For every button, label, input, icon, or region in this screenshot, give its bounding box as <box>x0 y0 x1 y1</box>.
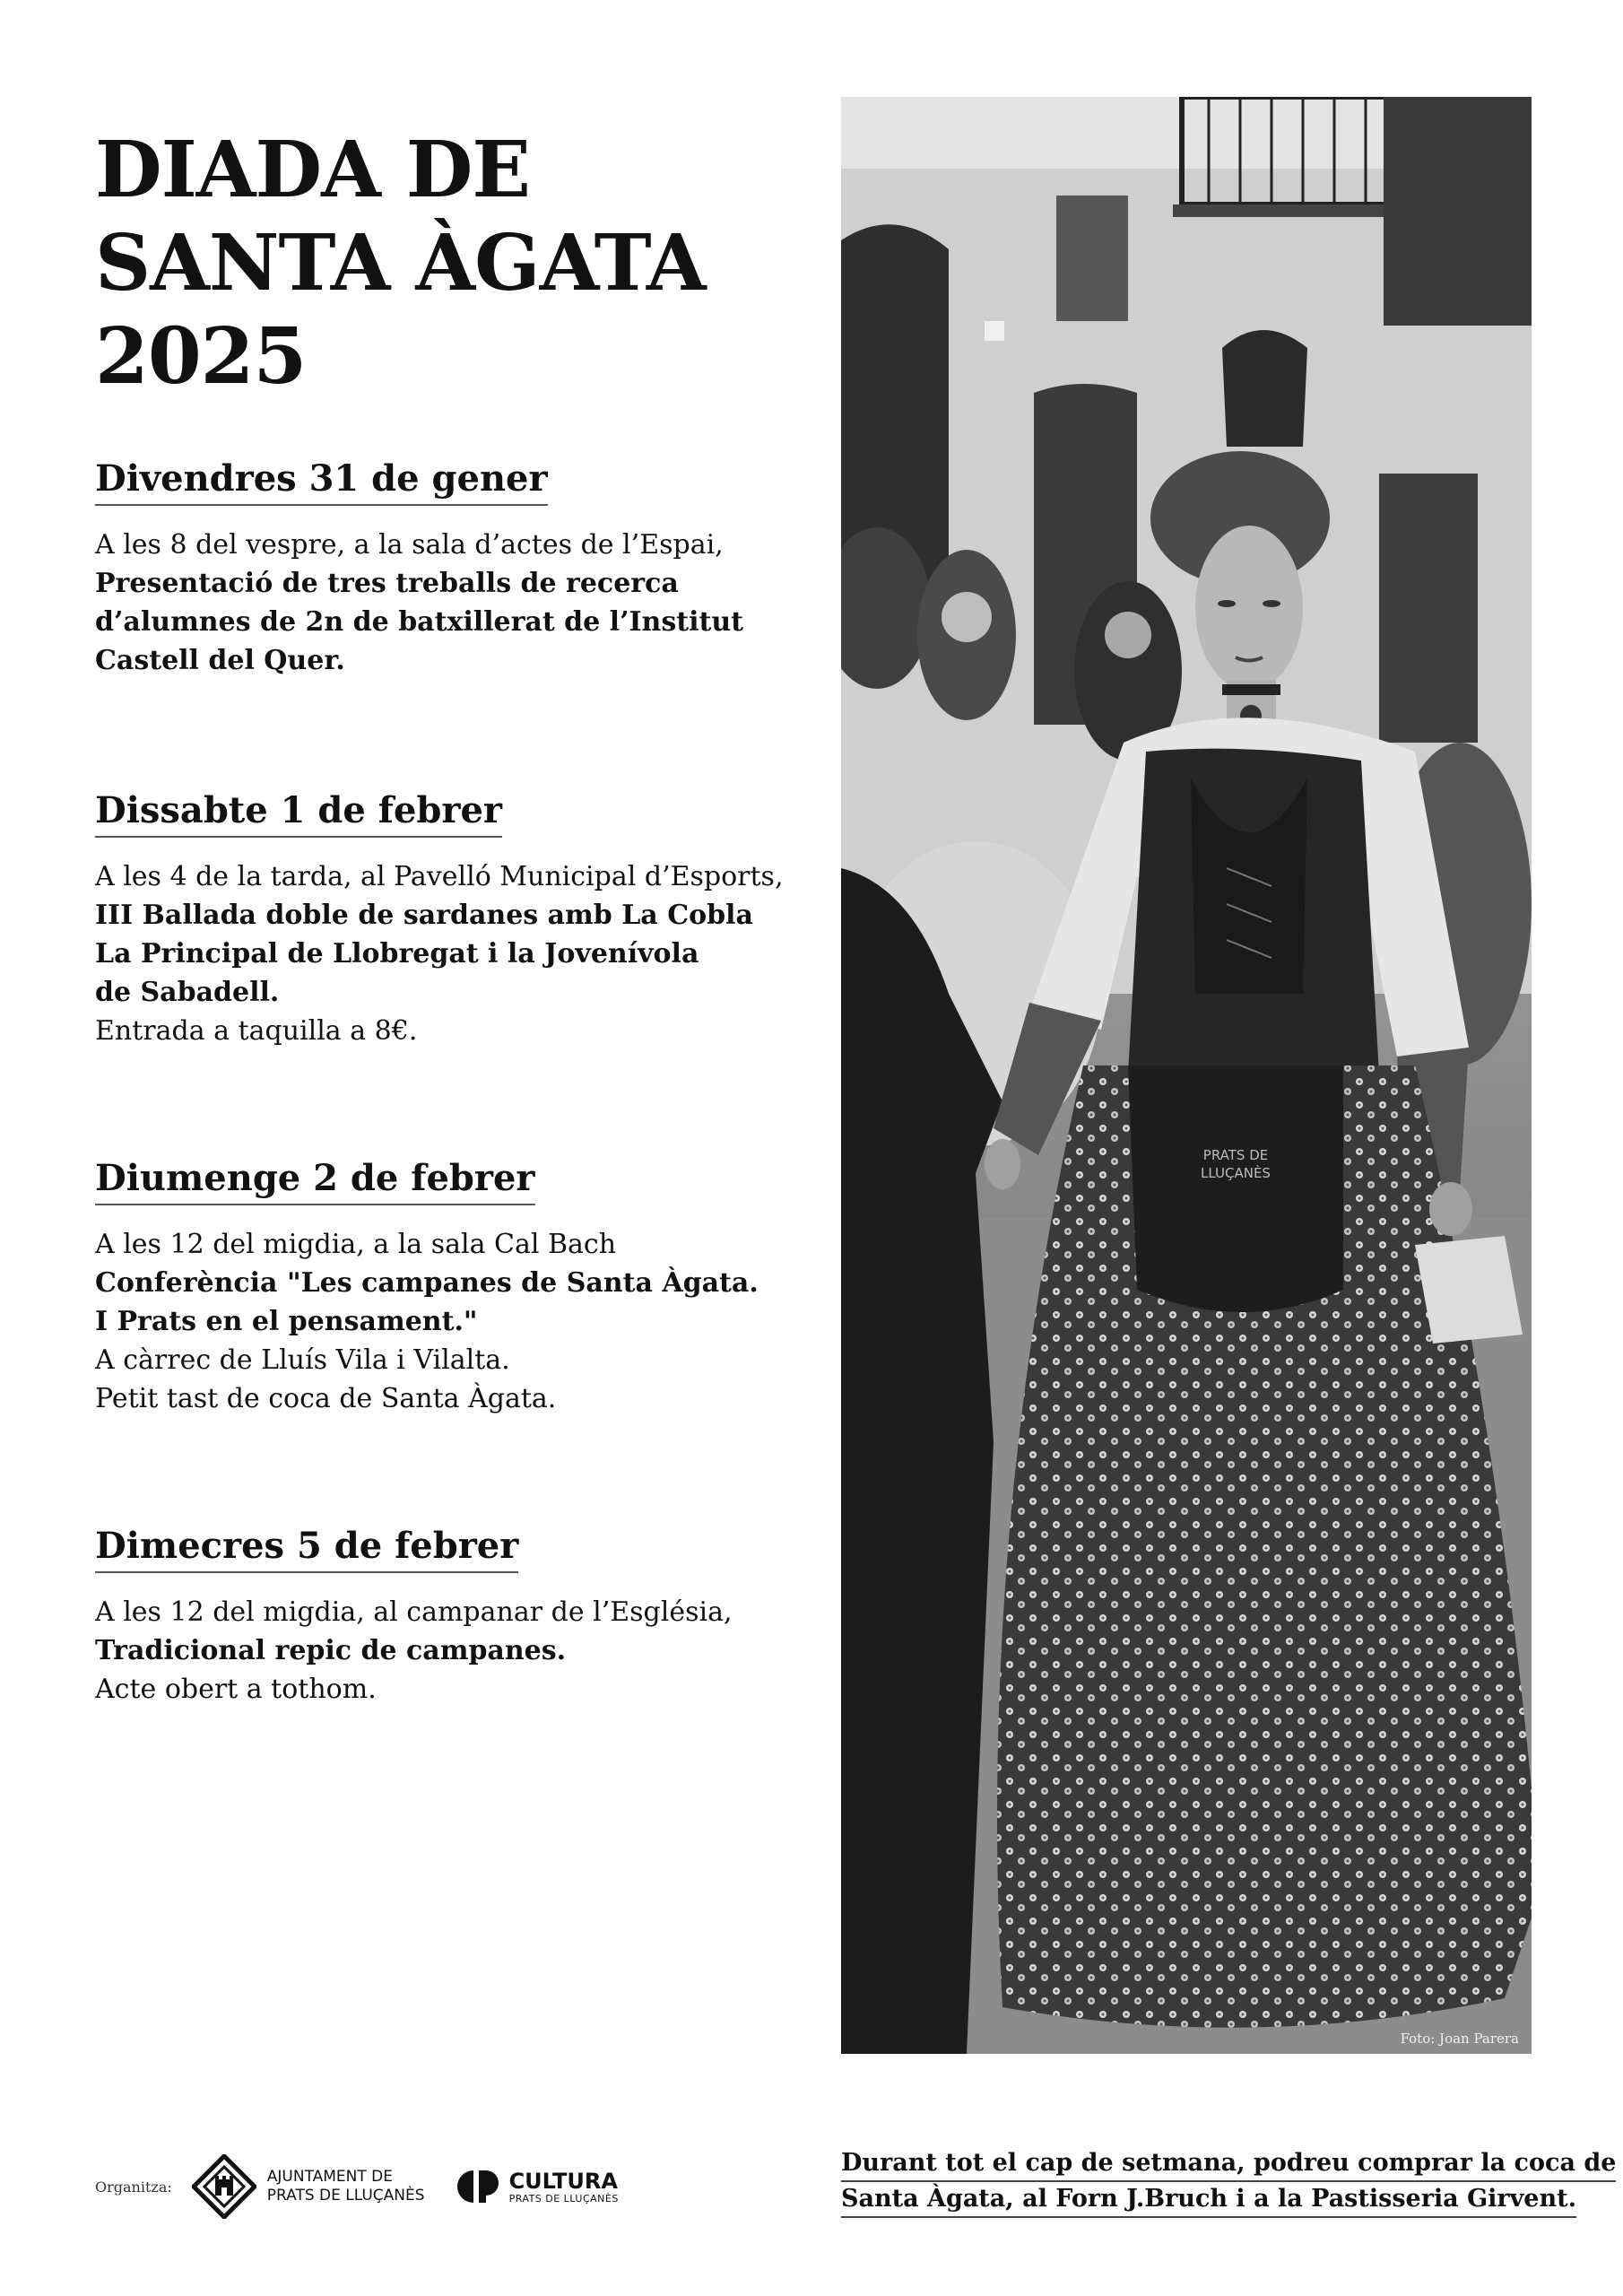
event-note: A càrrec de Lluís Vila i Vilalta. <box>95 1344 510 1376</box>
event-title-line: III Ballada doble de sardanes amb La Cobla <box>95 900 753 931</box>
coca-sale-note <box>841 2146 1617 2218</box>
event-time-place: A les 4 de la tarda, al Pavelló Municipal d’Esports, <box>95 861 784 892</box>
apron-text: PRATS DE <box>1202 1147 1269 1163</box>
ajuntament-line-2: PRATS DE LLUÇANÈS <box>266 2187 425 2205</box>
event-date: Divendres 31 de gener <box>95 456 548 506</box>
event-title-line: Castell del Quer. <box>95 645 345 676</box>
event-title-line: Tradicional repic de campanes. <box>95 1635 567 1666</box>
event-note: Acte obert a tothom. <box>95 1674 377 1705</box>
event-diumenge <box>95 1155 812 1418</box>
event-date: Diumenge 2 de febrer <box>95 1155 535 1205</box>
event-description <box>95 1225 812 1418</box>
cultura-main: CULTURA <box>508 2168 618 2194</box>
event-time-place: A les 8 del vespre, a la sala d’actes de l’Espai, <box>95 529 724 561</box>
event-description <box>95 1593 812 1709</box>
event-title-line: Conferència "Les campanes de Santa Àgata. <box>95 1267 759 1299</box>
event-date: Dissabte 1 de febrer <box>95 787 502 838</box>
cultura-mark-icon <box>454 2169 502 2205</box>
organizers <box>95 2142 619 2231</box>
ajuntament-logo <box>192 2154 425 2219</box>
event-title-line: I Prats en el pensament." <box>95 1306 478 1337</box>
title-line-2: SANTA ÀGATA <box>95 218 706 309</box>
apron-text: LLUÇANÈS <box>1201 1165 1271 1181</box>
event-title-line: d’alumnes de 2n de batxillerat de l’Institut <box>95 606 744 638</box>
organitza-label: Organitza: <box>95 2178 172 2196</box>
event-note: Entrada a taquilla a 8€. <box>95 1015 418 1047</box>
ajuntament-shield-icon <box>192 2154 256 2219</box>
event-title-line: Presentació de tres treballs de recerca <box>95 568 679 599</box>
event-title-line: de Sabadell. <box>95 977 280 1008</box>
cultura-name <box>509 2170 619 2205</box>
photo-illustration <box>841 97 1532 2054</box>
event-description <box>95 526 812 680</box>
title-line-1: DIADA DE <box>95 125 530 215</box>
event-time-place: A les 12 del migdia, a la sala Cal Bach <box>95 1229 617 1260</box>
ajuntament-name <box>267 2168 425 2205</box>
ajuntament-line-1: AJUNTAMENT DE <box>266 2168 394 2186</box>
cultura-sub: PRATS DE LLUÇANÈS <box>508 2192 619 2205</box>
giant-figure-photo <box>841 97 1532 2054</box>
event-time-place: A les 12 del migdia, al campanar de l’Església, <box>95 1596 733 1628</box>
event-title-line: La Principal de Llobregat i la Jovenívola <box>95 938 699 970</box>
event-dimecres <box>95 1523 812 1709</box>
note-line-2: Santa Àgata, al Forn J.Bruch i a la Pastisseria Girvent. <box>841 2182 1576 2218</box>
cultura-logo <box>454 2169 619 2205</box>
event-description <box>95 857 812 1050</box>
event-dissabte <box>95 787 812 1050</box>
photo-credit: Foto: Joan Parera <box>1400 2031 1519 2047</box>
event-date: Dimecres 5 de febrer <box>95 1523 518 1573</box>
title-line-3: 2025 <box>95 311 307 402</box>
event-note: Petit tast de coca de Santa Àgata. <box>95 1383 557 1414</box>
poster-title <box>95 124 777 404</box>
note-line-1: Durant tot el cap de setmana, podreu comprar la coca de <box>841 2146 1616 2182</box>
event-divendres <box>95 456 812 680</box>
